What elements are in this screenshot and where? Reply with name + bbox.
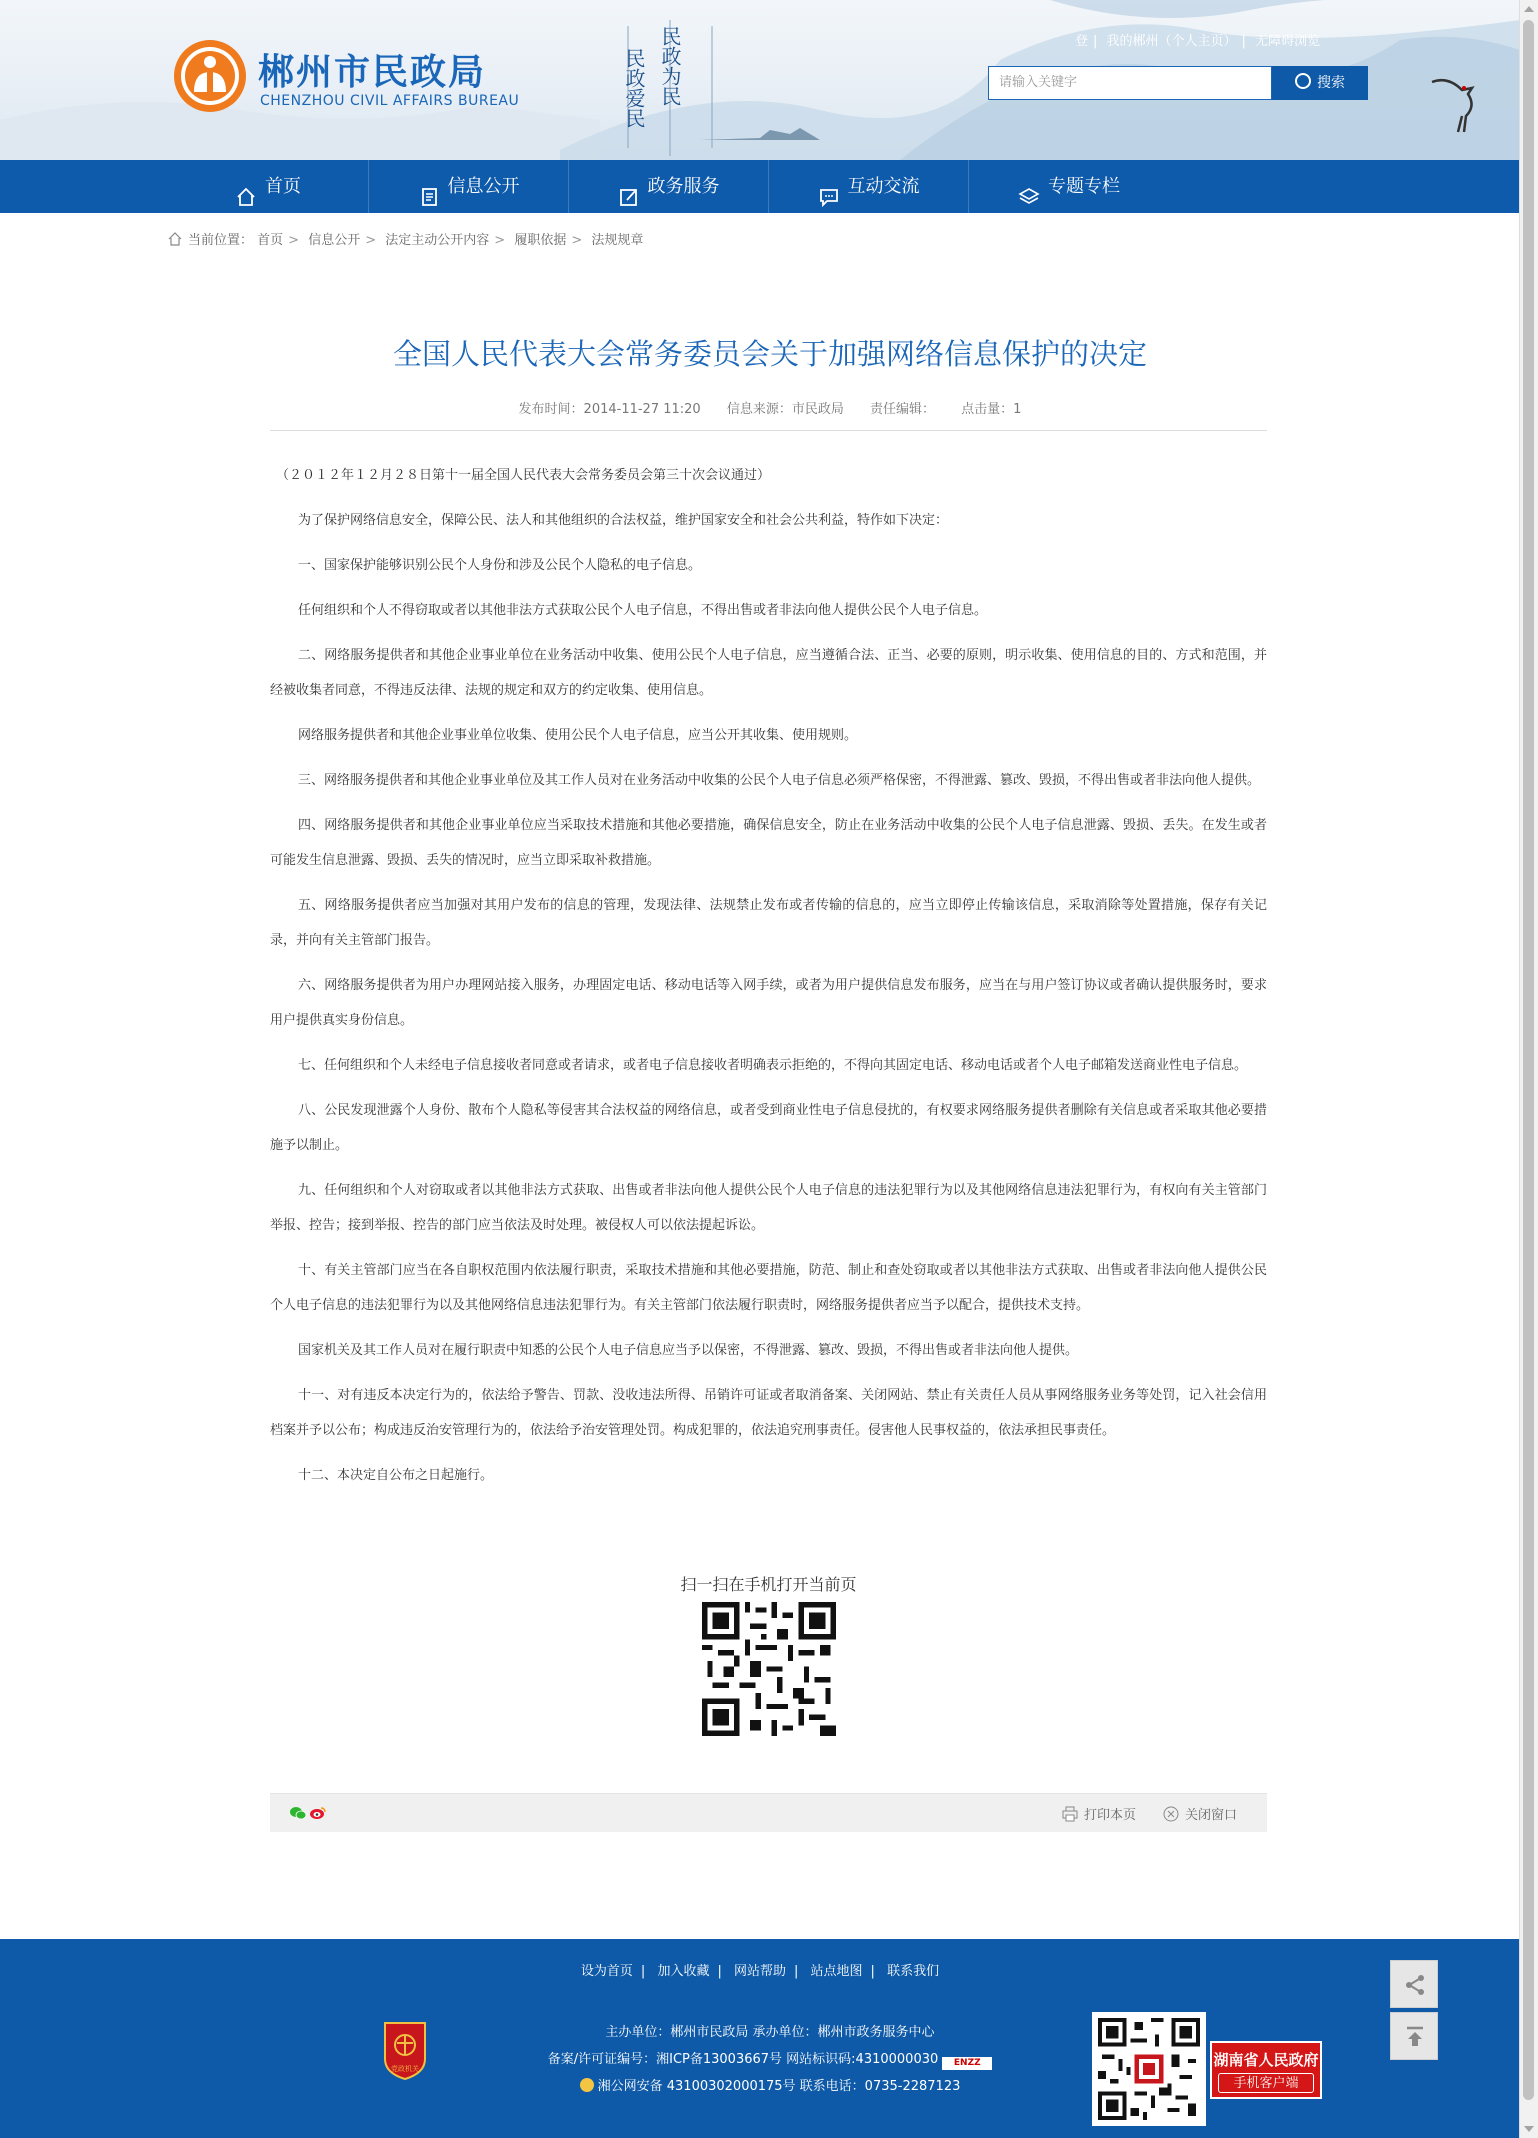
motto-left: 民政爱民 [622, 48, 646, 128]
nav-item-label: 专题专栏 [1048, 176, 1120, 197]
scroll-thumb[interactable] [1523, 20, 1534, 2100]
close-icon [1163, 1806, 1179, 1822]
footer-link-sitemap[interactable]: 站点地图 [810, 1964, 863, 1979]
weibo-share-icon[interactable] [310, 1806, 326, 1820]
nav-item-label: 信息公开 [447, 176, 520, 197]
bureau-logo[interactable] [172, 38, 248, 114]
paragraph: 七、任何组织和个人未经电子信息接收者同意或者请求，或者电子信息接收者明确表示拒绝的，不得向其固定电话、移动电话或者个人电子邮箱发送商业性电子信息。 [298, 1058, 1248, 1073]
home-icon [235, 176, 257, 198]
page-scrollbar[interactable] [1519, 0, 1538, 2138]
footer-qr-code [1092, 2012, 1206, 2126]
footer-line-icp [500, 2046, 1040, 2073]
footer-police-text: 湘公网安备 43100302000175号 联系电话：0735-2287123 [597, 2079, 961, 2094]
nav-item-info[interactable] [369, 160, 569, 213]
footer-line-police [500, 2073, 1040, 2100]
badge-text: 党政机关 [391, 2065, 419, 2073]
nav-item-label: 首页 [265, 176, 301, 197]
article-meta [270, 398, 1270, 417]
info-source: 信息来源：市民政局 [726, 402, 844, 417]
edit-icon [618, 176, 640, 198]
breadcrumb-item[interactable]: 法定主动公开内容 [385, 233, 490, 248]
footer-link-help[interactable]: 网站帮助 [733, 1964, 786, 1979]
paragraph: 八、公民发现泄露个人身份、散布个人隐私等侵害其合法权益的网络信息，或者受到商业性电子信息侵扰的，有权要求网络服务提供者删除有关信息或者采取其他必要措施予以制止。 [270, 1103, 1267, 1153]
paragraph: 二、网络服务提供者和其他企业事业单位在业务活动中收集、使用公民个人电子信息，应当遵循合法、正当、必要的原则，明示收集、使用信息的目的、方式和范围，并经被收集者同意，不得违反法律、法规的规定和双方的约定收集、使用信息。 [270, 648, 1267, 698]
home-icon [168, 232, 182, 246]
publish-time: 发布时间：2014-11-27 11:20 [518, 402, 701, 417]
footer-qr-image [1098, 2018, 1200, 2120]
printer-icon [1062, 1806, 1078, 1822]
paragraph: 十、有关主管部门应当在各自职权范围内依法履行职责，采取技术措施和其他必要措施，防范、制止和查处窃取或者以其他非法方式获取、出售或者非法向他人提供公民个人电子信息的违法犯罪行为以及其他网络信息违法犯罪行为。有关主管部门依法履行职责时，网络服务提供者应当予以配合，提供技术支持。 [270, 1263, 1267, 1313]
hunan-app-button[interactable] [1210, 2041, 1322, 2099]
paragraph: 六、网络服务提供者为用户办理网站接入服务，办理固定电话、移动电话等入网手续，或者为用户提供信息发布服务，应当在与用户签订协议或者确认提供服务时，要求用户提供真实身份信息。 [270, 978, 1267, 1028]
article-title: 全国人民代表大会常务委员会关于加强网络信息保护的决定 [392, 337, 1147, 371]
footer-link-favorite[interactable]: 加入收藏 [657, 1964, 710, 1979]
share-button[interactable] [1390, 1960, 1438, 2008]
article-body [270, 458, 1267, 1503]
site-title: 郴州市民政局 [258, 52, 487, 93]
wechat-share-icon[interactable] [290, 1806, 306, 1820]
party-government-badge-icon[interactable] [380, 2019, 430, 2081]
paragraph: 四、网络服务提供者和其他企业事业单位应当采取技术措施和其他必要措施，确保信息安全，防止在业务活动中收集的公民个人电子信息泄露、毁损、丢失。在发生或者可能发生信息泄露、毁损、丢失的情况时，应当立即采取补救措施。 [270, 818, 1267, 868]
footer-link-homepage[interactable]: 设为首页 [580, 1964, 633, 1979]
paragraph: 十一、对有违反本决定行为的，依法给予警告、罚款、没收违法所得、吊销许可证或者取消备案、关闭网站、禁止有关责任人员从事网络服务业务等处罚，记入社会信用档案并予以公布；构成违反治安管理行为的，依法给予治安管理处罚。构成犯罪的，依法追究刑事责任。侵害他人民事权益的，依法承担民事责任。 [270, 1388, 1267, 1438]
footer-info [500, 2019, 1040, 2100]
header [0, 0, 1520, 160]
arrow-up-icon [1403, 2025, 1427, 2049]
editor: 责任编辑： [870, 402, 936, 417]
layers-icon [1018, 176, 1040, 198]
paragraph: 十二、本决定自公布之日起施行。 [298, 1468, 494, 1483]
footer-link-contact[interactable]: 联系我们 [887, 1964, 940, 1979]
chat-icon [818, 176, 840, 198]
print-page-button[interactable] [1062, 1804, 1136, 1823]
breadcrumb: 当前位置： 首页 > 信息公开 > 法定主动公开内容 > 履职依据 > 法规规章 [168, 229, 643, 248]
paragraph: 网络服务提供者和其他企业事业单位收集、使用公民个人电子信息，应当公开其收集、使用规则。 [298, 728, 858, 743]
nav-item-special[interactable] [969, 160, 1169, 213]
close-window-button[interactable] [1163, 1804, 1237, 1823]
site-subtitle: CHENZHOU CIVIL AFFAIRS BUREAU [260, 93, 520, 109]
nav-item-interact[interactable] [769, 160, 969, 213]
police-badge-icon [580, 2078, 594, 2092]
paragraph: 九、任何组织和个人对窃取或者以其他非法方式获取、出售或者非法向他人提供公民个人电子信息的违法犯罪行为以及其他网络信息违法犯罪行为，有权向有关主管部门举报、控告；接到举报、控告的部门应当依法及时处理。被侵权人可以依法提起诉讼。 [270, 1183, 1267, 1233]
qr-caption: 扫一扫在手机打开当前页 [680, 1575, 857, 1594]
app-title: 湖南省人民政府 [1213, 2051, 1319, 2069]
scroll-up-icon[interactable] [1524, 6, 1534, 12]
paragraph: （２０１２年１２月２８日第十一届全国人民代表大会常务委员会第三十次会议通过） [276, 468, 771, 483]
footer-line-organizer: 主办单位：郴州市民政局 承办单位：郴州市政务服务中心 [605, 2025, 935, 2040]
document-icon [418, 176, 440, 198]
print-label: 打印本页 [1084, 1808, 1137, 1823]
nav-item-service[interactable] [569, 160, 769, 213]
page-qr-code [702, 1602, 836, 1736]
back-to-top-button[interactable] [1390, 2012, 1438, 2060]
motto-right: 民政为民 [658, 26, 682, 106]
divider [270, 430, 1267, 431]
search-button[interactable] [1272, 66, 1368, 100]
footer [0, 1939, 1520, 2138]
app-sub: 手机客户端 [1218, 2073, 1314, 2093]
search-button-label: 搜索 [1317, 75, 1345, 91]
breadcrumb-item[interactable]: 法规规章 [591, 233, 644, 248]
scroll-down-icon[interactable] [1524, 2126, 1534, 2132]
paragraph: 五、网络服务提供者应当加强对其用户发布的信息的管理，发现法律、法规禁止发布或者传输的信息的，应当立即停止传输该信息，采取消除等处置措施，保存有关记录，并向有关主管部门报告。 [270, 898, 1267, 948]
breadcrumb-item[interactable]: 首页 [257, 233, 284, 248]
accessibility-link[interactable]: 无障碍浏览 [1255, 34, 1321, 49]
login-link[interactable]: 登 [1075, 34, 1089, 49]
top-links: 登 | 我的郴州（个人主页） | 无障碍浏览 [1075, 34, 1321, 49]
share-icon [1403, 1973, 1427, 1997]
nav-item-label: 政务服务 [647, 176, 720, 197]
search-icon [1295, 73, 1311, 89]
breadcrumb-item[interactable]: 履职依据 [514, 233, 567, 248]
search-input[interactable]: 请输入关键字 [988, 66, 1272, 100]
share-bar [270, 1793, 1267, 1832]
eseal-icon[interactable]: ENZZ [942, 2057, 992, 2070]
breadcrumb-item[interactable]: 信息公开 [308, 233, 361, 248]
footer-links: 设为首页 | 加入收藏 | 网站帮助 | 站点地图 | 联系我们 [580, 1964, 940, 1979]
crane-icon [1428, 72, 1492, 136]
breadcrumb-prefix: 当前位置： [188, 233, 254, 248]
paragraph: 一、国家保护能够识别公民个人身份和涉及公民个人隐私的电子信息。 [298, 558, 702, 573]
paragraph: 国家机关及其工作人员对在履行职责中知悉的公民个人电子信息应当予以保密，不得泄露、篡改、毁损，不得出售或者非法向他人提供。 [298, 1343, 1079, 1358]
click-count: 点击量：1 [961, 402, 1022, 417]
nav-item-label: 互动交流 [847, 176, 920, 197]
my-chenzhou-link[interactable]: 我的郴州（个人主页） [1106, 34, 1237, 49]
paragraph: 任何组织和个人不得窃取或者以其他非法方式获取公民个人电子信息，不得出售或者非法向他人提供公民个人电子信息。 [298, 603, 988, 618]
paragraph: 三、网络服务提供者和其他企业事业单位及其工作人员对在业务活动中收集的公民个人电子信息必须严格保密，不得泄露、篡改、毁损，不得出售或者非法向他人提供。 [298, 773, 1261, 788]
footer-icp-text: 备案/许可证编号：湘ICP备13003667号 网站标识码:4310000030 [547, 2052, 939, 2067]
nav-item-home[interactable] [168, 160, 369, 213]
close-label: 关闭窗口 [1185, 1808, 1238, 1823]
paragraph: 为了保护网络信息安全，保障公民、法人和其他组织的合法权益，维护国家安全和社会公共利益，特作如下决定： [298, 513, 949, 528]
main-nav [0, 160, 1520, 213]
